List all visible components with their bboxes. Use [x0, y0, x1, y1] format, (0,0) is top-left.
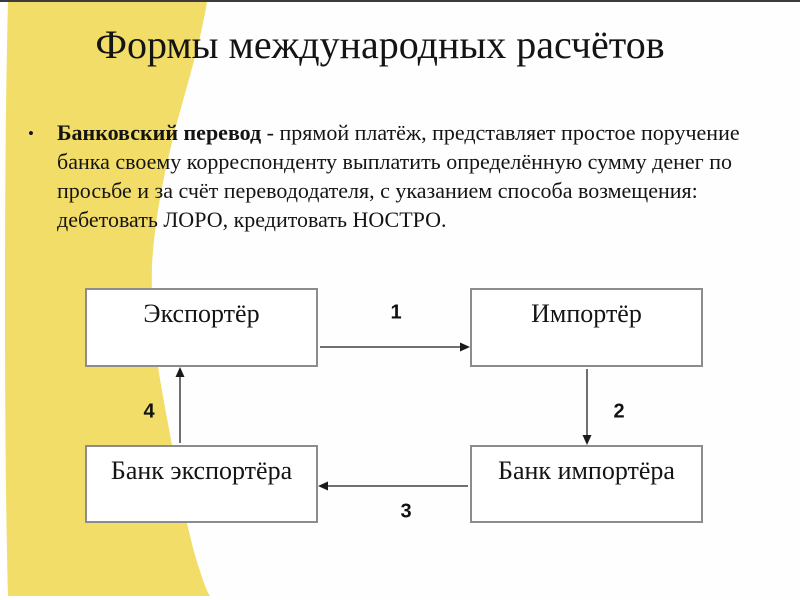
node-importer-label: Импортёр — [531, 299, 642, 328]
bullet-line-1-rest: - прямой платёж, представляет простое поручение — [261, 120, 740, 145]
bullet-line-1 — [57, 118, 740, 147]
node-exporter-label: Экспортёр — [143, 299, 260, 328]
slide-top-border — [0, 0, 800, 2]
bullet-marker: • — [28, 124, 34, 143]
arrow-2-label: 2 — [613, 400, 625, 423]
arrow-1-label: 1 — [390, 301, 402, 324]
bullet-line-3: просьбе и за счёт перевододателя, с указанием способа возмещения: — [57, 178, 698, 203]
bullet-line-2: банка своему корреспонденту выплатить определённую сумму денег по — [57, 149, 732, 174]
arrow-3-label: 3 — [400, 500, 412, 523]
node-importer — [470, 288, 703, 367]
bullet-paragraph — [28, 118, 740, 234]
node-exporter-bank-label: Банк экспортёра — [110, 456, 293, 485]
arrow-4-label: 4 — [143, 400, 155, 423]
bullet-bold-lead: Банковский перевод — [57, 120, 262, 145]
node-exporter-bank — [85, 445, 318, 523]
node-importer-bank-label: Банк импортёра — [498, 456, 675, 485]
node-exporter — [85, 288, 318, 367]
bullet-text — [57, 118, 740, 234]
slide-title: Формы международных расчётов — [95, 22, 665, 67]
node-importer-bank — [470, 445, 703, 523]
bullet-line-4: дебетовать ЛОРО, кредитовать НОСТРО. — [57, 207, 447, 232]
